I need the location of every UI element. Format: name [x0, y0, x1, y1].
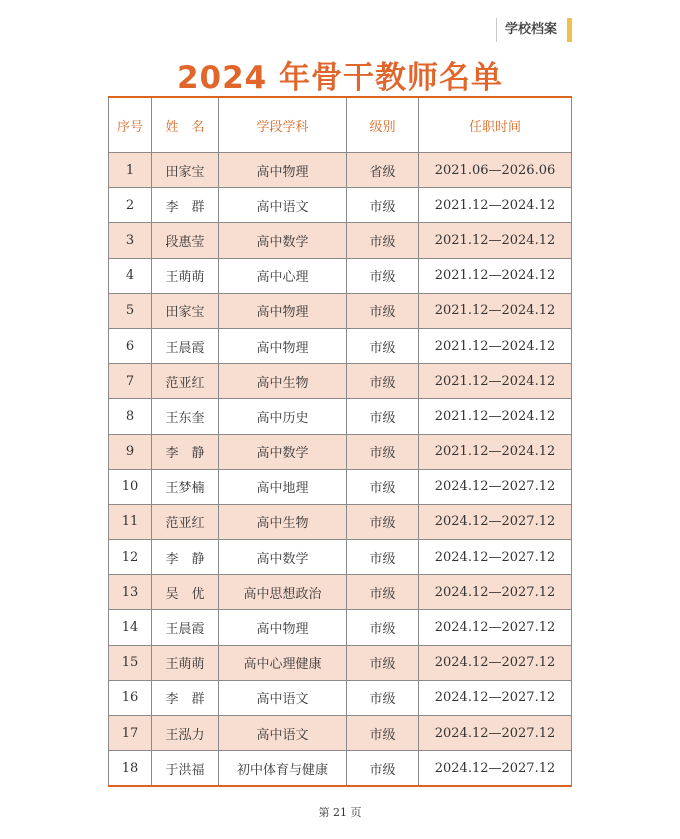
cell-name: 吴 优 [152, 575, 219, 610]
cell-index: 16 [109, 680, 152, 715]
table-row [109, 188, 572, 223]
cell-name: 王晨霞 [152, 328, 219, 363]
cell-subject: 高中语文 [219, 680, 347, 715]
table-row [109, 716, 572, 751]
cell-name: 李 静 [152, 434, 219, 469]
header-name: 姓 名 [152, 97, 219, 153]
cell-subject: 高中心理健康 [219, 645, 347, 680]
cell-term: 2021.12—2024.12 [419, 364, 572, 399]
cell-index: 14 [109, 610, 152, 645]
table-row [109, 645, 572, 680]
cell-level: 市级 [347, 504, 419, 539]
cell-term: 2021.12—2024.12 [419, 434, 572, 469]
cell-term: 2024.12—2027.12 [419, 680, 572, 715]
cell-subject: 高中生物 [219, 364, 347, 399]
section-tag: 学校档案 [496, 18, 572, 42]
cell-index: 13 [109, 575, 152, 610]
table-row [109, 469, 572, 504]
cell-term: 2021.12—2024.12 [419, 188, 572, 223]
cell-name: 李 群 [152, 188, 219, 223]
cell-level: 市级 [347, 469, 419, 504]
cell-subject: 高中物理 [219, 293, 347, 328]
cell-index: 9 [109, 434, 152, 469]
cell-subject: 高中物理 [219, 328, 347, 363]
cell-term: 2021.12—2024.12 [419, 399, 572, 434]
cell-level: 省级 [347, 153, 419, 188]
cell-index: 15 [109, 645, 152, 680]
cell-level: 市级 [347, 399, 419, 434]
table-row [109, 364, 572, 399]
cell-name: 李 群 [152, 680, 219, 715]
cell-subject: 高中物理 [219, 153, 347, 188]
table-row [109, 504, 572, 539]
cell-name: 于洪福 [152, 751, 219, 787]
cell-index: 7 [109, 364, 152, 399]
header-term: 任职时间 [419, 97, 572, 153]
cell-subject: 高中心理 [219, 258, 347, 293]
cell-index: 8 [109, 399, 152, 434]
cell-term: 2024.12—2027.12 [419, 469, 572, 504]
cell-level: 市级 [347, 751, 419, 787]
cell-name: 田家宝 [152, 293, 219, 328]
cell-level: 市级 [347, 293, 419, 328]
cell-subject: 高中地理 [219, 469, 347, 504]
table-row [109, 751, 572, 787]
table-row [109, 223, 572, 258]
cell-index: 10 [109, 469, 152, 504]
cell-subject: 高中语文 [219, 716, 347, 751]
cell-name: 范亚红 [152, 364, 219, 399]
cell-term: 2021.12—2024.12 [419, 223, 572, 258]
cell-index: 3 [109, 223, 152, 258]
cell-level: 市级 [347, 645, 419, 680]
cell-level: 市级 [347, 328, 419, 363]
table-row [109, 293, 572, 328]
cell-subject: 初中体育与健康 [219, 751, 347, 787]
cell-level: 市级 [347, 540, 419, 575]
cell-subject: 高中生物 [219, 504, 347, 539]
cell-index: 5 [109, 293, 152, 328]
header-level: 级别 [347, 97, 419, 153]
table-row [109, 258, 572, 293]
cell-term: 2024.12—2027.12 [419, 610, 572, 645]
table-row [109, 399, 572, 434]
header-index: 序号 [109, 97, 152, 153]
table-row [109, 328, 572, 363]
cell-term: 2024.12—2027.12 [419, 645, 572, 680]
cell-subject: 高中语文 [219, 188, 347, 223]
cell-name: 段惠莹 [152, 223, 219, 258]
table-header-row [109, 97, 572, 153]
page-number: 第 21 页 [318, 806, 362, 819]
cell-term: 2021.12—2024.12 [419, 328, 572, 363]
cell-subject: 高中数学 [219, 434, 347, 469]
cell-term: 2024.12—2027.12 [419, 540, 572, 575]
cell-level: 市级 [347, 364, 419, 399]
table-row [109, 575, 572, 610]
table-row [109, 434, 572, 469]
cell-name: 李 静 [152, 540, 219, 575]
cell-term: 2024.12—2027.12 [419, 751, 572, 787]
cell-term: 2024.12—2027.12 [419, 716, 572, 751]
cell-index: 11 [109, 504, 152, 539]
cell-index: 2 [109, 188, 152, 223]
cell-level: 市级 [347, 680, 419, 715]
table-row [109, 540, 572, 575]
cell-subject: 高中物理 [219, 610, 347, 645]
cell-level: 市级 [347, 575, 419, 610]
cell-name: 王东奎 [152, 399, 219, 434]
cell-name: 王晨霞 [152, 610, 219, 645]
cell-term: 2021.12—2024.12 [419, 293, 572, 328]
cell-level: 市级 [347, 610, 419, 645]
cell-name: 王萌萌 [152, 645, 219, 680]
cell-subject: 高中数学 [219, 540, 347, 575]
cell-term: 2024.12—2027.12 [419, 575, 572, 610]
cell-subject: 高中思想政治 [219, 575, 347, 610]
cell-level: 市级 [347, 188, 419, 223]
cell-term: 2021.06—2026.06 [419, 153, 572, 188]
teacher-table [108, 96, 572, 787]
cell-index: 6 [109, 328, 152, 363]
table-row [109, 153, 572, 188]
cell-index: 18 [109, 751, 152, 787]
page-title: 2024 年骨干教师名单 [176, 60, 504, 96]
cell-term: 2021.12—2024.12 [419, 258, 572, 293]
cell-name: 王泓力 [152, 716, 219, 751]
cell-name: 范亚红 [152, 504, 219, 539]
cell-name: 田家宝 [152, 153, 219, 188]
cell-level: 市级 [347, 434, 419, 469]
cell-index: 12 [109, 540, 152, 575]
cell-index: 1 [109, 153, 152, 188]
cell-name: 王萌萌 [152, 258, 219, 293]
cell-level: 市级 [347, 223, 419, 258]
cell-level: 市级 [347, 258, 419, 293]
cell-subject: 高中历史 [219, 399, 347, 434]
table-row [109, 680, 572, 715]
table-row [109, 610, 572, 645]
cell-term: 2024.12—2027.12 [419, 504, 572, 539]
cell-subject: 高中数学 [219, 223, 347, 258]
cell-level: 市级 [347, 716, 419, 751]
header-subject: 学段学科 [219, 97, 347, 153]
cell-index: 4 [109, 258, 152, 293]
cell-name: 王梦楠 [152, 469, 219, 504]
cell-index: 17 [109, 716, 152, 751]
